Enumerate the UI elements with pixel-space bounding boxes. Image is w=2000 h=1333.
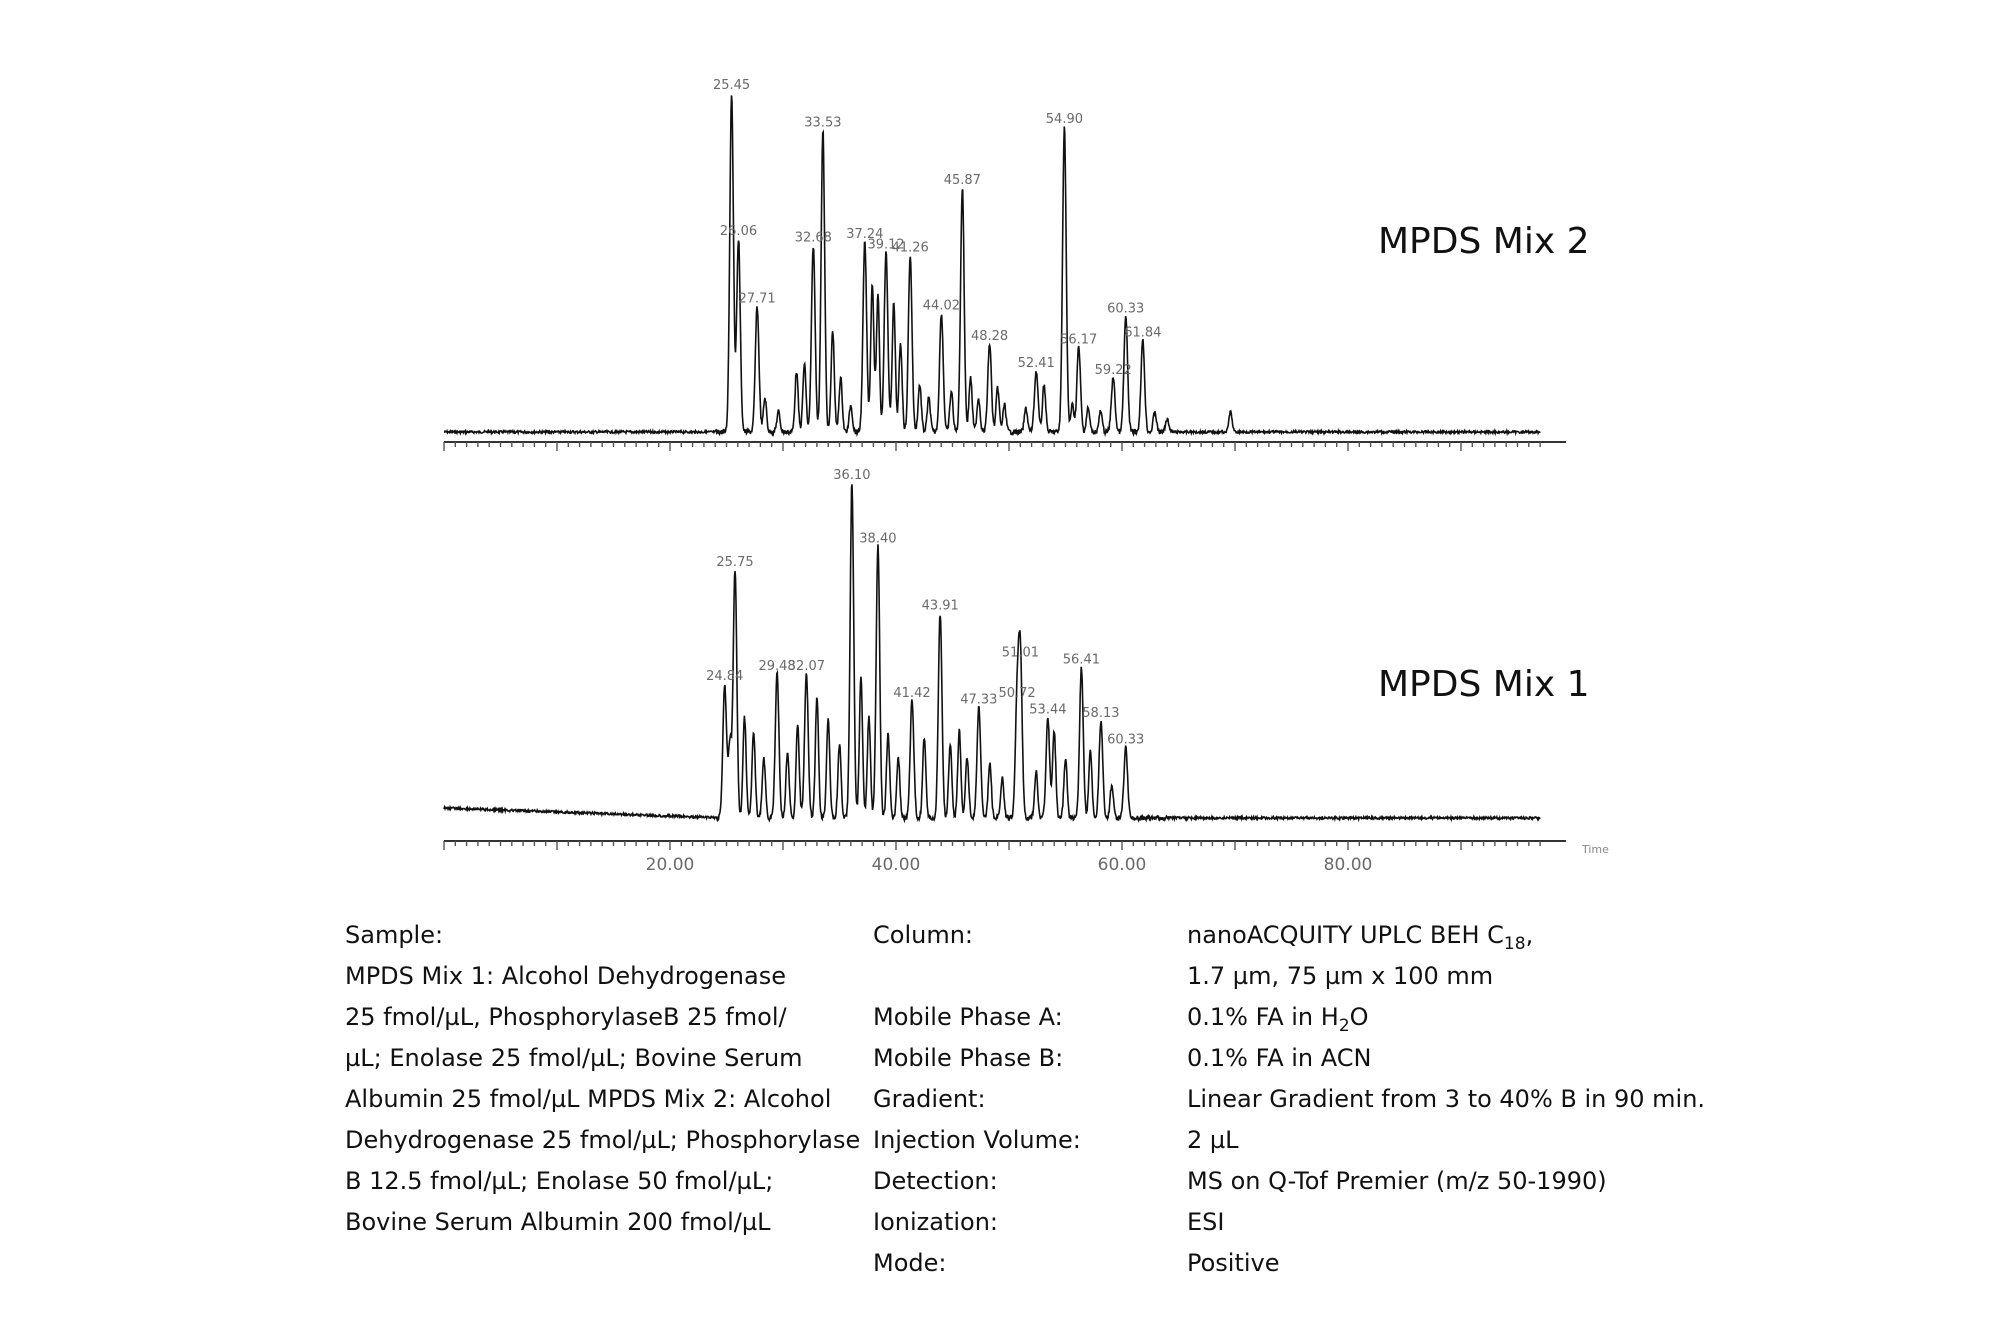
peak-label: 43.91 [921,598,959,614]
peak-label: 25.75 [716,555,754,571]
chromatogram-line [444,484,1540,820]
peak-label: 51.01 [1001,645,1040,661]
peak-label: 61.84 [1124,325,1162,341]
peak-label: 33.53 [804,115,842,131]
sample-description [345,915,860,1243]
peak-label: 38.40 [859,531,897,547]
peak-label: 58.13 [1082,705,1120,721]
column-value-line2: 1.7 µm, 75 µm x 100 mm [1187,962,1494,990]
peak-labels-mix-2 [713,78,1161,378]
ionization-label: Ionization: [873,1208,999,1236]
ionization-value: ESI [1187,1208,1225,1236]
peak-label: 60.33 [1107,301,1145,317]
peak-label: 32.07 [787,659,826,674]
x-tick-label: 80.00 [1323,855,1373,875]
column-label: Column: [873,921,973,949]
chromatogram-line [444,95,1540,434]
detection-value: MS on Q-Tof Premier (m/z 50-1990) [1187,1167,1607,1195]
x-axis-top [444,442,1566,451]
sample-line: 25 fmol/µL, PhosphorylaseB 25 fmol/ [345,1003,787,1031]
sample-line: MPDS Mix 1: Alcohol Dehydrogenase [345,962,786,990]
sample-line: µL; Enolase 25 fmol/µL; Bovine Serum [345,1044,803,1072]
method-parameter-values [1187,915,1705,1284]
x-axis-label: Time [1582,843,1609,856]
sample-line: Dehydrogenase 25 fmol/µL; Phosphorylase [345,1126,861,1154]
peak-label: 54.90 [1045,111,1084,127]
injection-value: 2 µL [1187,1126,1239,1154]
peak-label: 32.68 [794,230,832,246]
sample-line: B 12.5 fmol/µL; Enolase 50 fmol/µL; [345,1167,774,1195]
peak-label: 37.24 [846,227,884,243]
phase-a-label: Mobile Phase A: [873,1003,1063,1031]
peak-label: 41.42 [893,685,931,701]
peak-label: 59.22 [1094,362,1132,378]
sample-line: Bovine Serum Albumin 200 fmol/µL [345,1208,771,1236]
peak-label: 53.44 [1029,702,1067,718]
peak-label: 45.87 [943,172,981,188]
spacer [873,956,1081,997]
column-value: nanoACQUITY UPLC BEH $C_{18}$, [1187,921,1534,954]
detection-label: Detection: [873,1167,998,1195]
x-tick-label: 40.00 [871,855,921,875]
peak-label: 52.41 [1017,356,1055,371]
peak-label: 27.71 [738,291,776,307]
peak-label: 56.17 [1060,332,1098,348]
peak-label: 29.48 [758,659,796,674]
peak-label: 26.06 [719,223,758,239]
peak-label: 50.72 [998,685,1036,701]
peak-label: 24.84 [706,669,744,684]
phase-a-value: 0.1% FA in $H_2O$ [1187,1003,1369,1036]
series-label-mix-2: MPDS Mix 2 [1378,221,1590,262]
mode-label: Mode: [873,1249,947,1277]
gradient-value: Linear Gradient from 3 to 40% B in 90 min. [1187,1085,1706,1113]
mode-value: Positive [1187,1249,1280,1277]
trace-mpds-mix-2 [444,95,1540,434]
peak-label: 36.10 [833,468,871,483]
injection-label: Injection Volume: [873,1126,1081,1154]
phase-b-label: Mobile Phase B: [873,1044,1064,1072]
peak-label: 60.33 [1107,732,1145,748]
peak-label: 39.12 [867,237,905,253]
x-tick-labels [646,855,1373,875]
x-tick-label: 60.00 [1097,855,1147,875]
sample-line: Sample: [345,921,444,949]
series-label-mix-1: MPDS Mix 1 [1378,664,1590,705]
peak-label: 47.33 [960,692,998,708]
sample-line: Albumin 25 fmol/µL MPDS Mix 2: Alcohol [345,1085,832,1113]
peak-labels-mix-1 [706,468,1144,748]
phase-b-value: 0.1% FA in ACN [1187,1044,1372,1072]
trace-mpds-mix-1 [444,484,1540,820]
gradient-label: Gradient: [873,1085,986,1113]
peak-label: 41.26 [891,240,929,256]
x-tick-label: 20.00 [645,855,695,875]
method-parameter-labels [873,915,1081,1284]
peak-label: 48.28 [970,328,1009,344]
peak-label: 25.45 [712,78,751,93]
x-axis-bottom [444,841,1566,850]
peak-label: 44.02 [922,298,961,314]
peak-label: 56.41 [1062,652,1101,668]
